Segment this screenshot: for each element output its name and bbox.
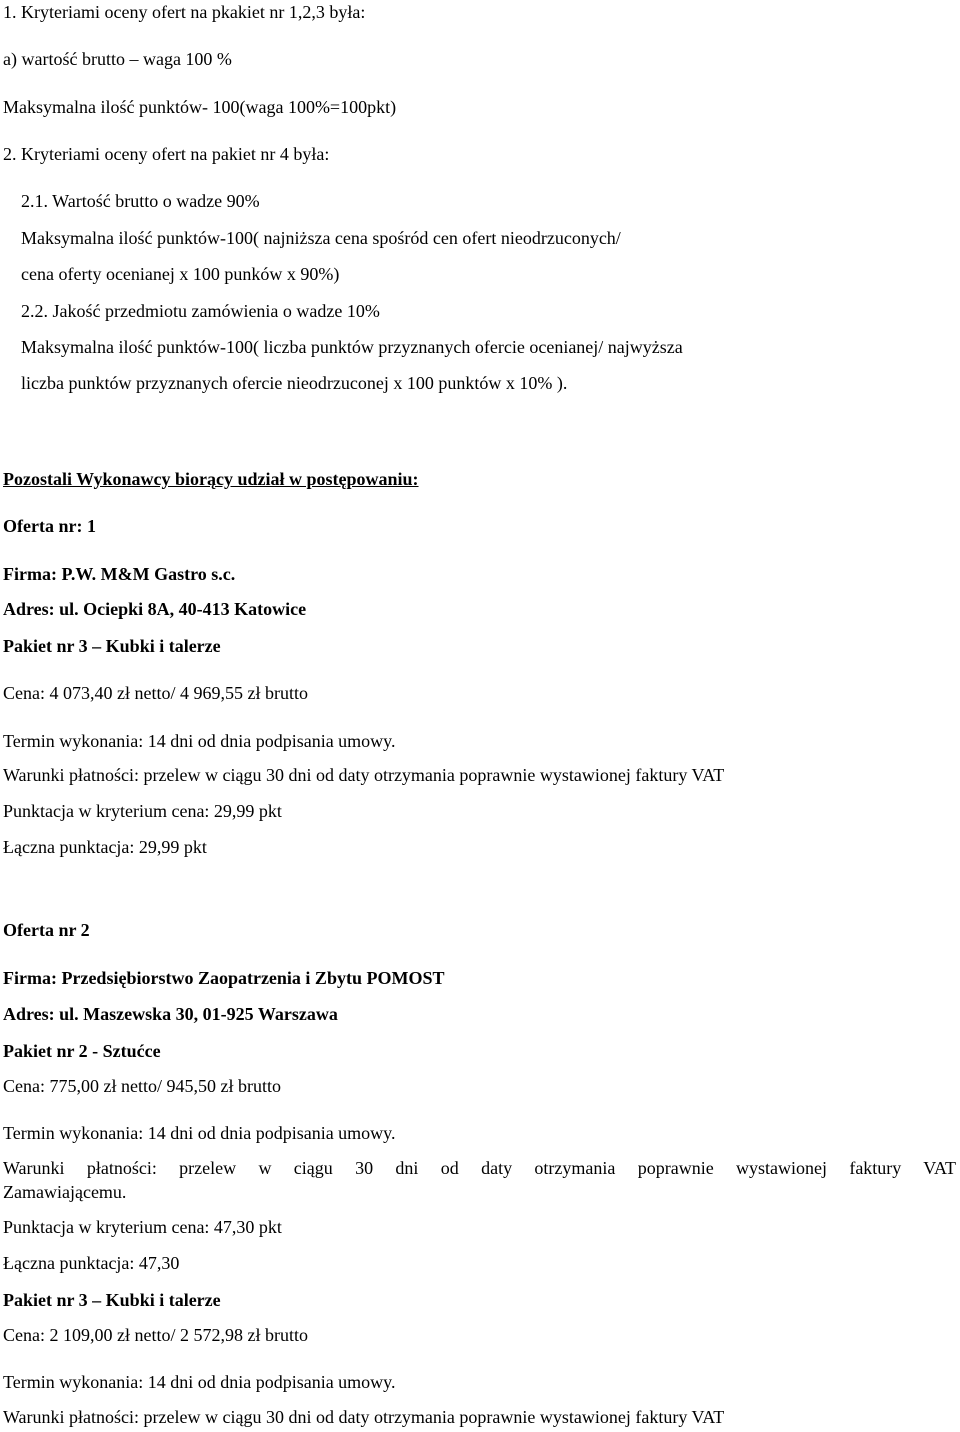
offer2-score-a: Punktacja w kryterium cena: 47,30 pkt [3,1217,282,1237]
offer1-package: Pakiet nr 3 – Kubki i talerze [3,636,221,656]
offer2-price-a: Cena: 775,00 zł netto/ 945,50 zł brutto [3,1076,281,1096]
offer2-payment-a-cont: Zamawiającemu. [3,1182,127,1202]
criteria-sub1-line2: cena oferty ocenianej x 100 punków x 90%) [21,264,340,284]
offer2-term-a: Termin wykonania: 14 dni od dnia podpisania umowy. [3,1123,396,1143]
offer1-score: Punktacja w kryterium cena: 29,99 pkt [3,801,282,821]
offer1-total: Łączna punktacja: 29,99 pkt [3,837,207,857]
offer2-package-a: Pakiet nr 2 - Sztućce [3,1041,161,1061]
offer2-payment-b: Warunki płatności: przelew w ciągu 30 dni od daty otrzymania poprawnie wystawionej faktury VAT [3,1407,725,1427]
offer2-price-b: Cena: 2 109,00 zł netto/ 2 572,98 zł brutto [3,1325,308,1345]
offer1-term: Termin wykonania: 14 dni od dnia podpisania umowy. [3,731,396,751]
offer2-term-b: Termin wykonania: 14 dni od dnia podpisania umowy. [3,1372,396,1392]
criteria-line-1: 1. Kryteriami oceny ofert na pkakiet nr 1,2,3 była: [3,2,366,22]
criteria-sub2-line2: liczba punktów przyznanych ofercie nieodrzuconej x 100 punktów x 10% ). [21,373,568,393]
offer1-price: Cena: 4 073,40 zł netto/ 4 969,55 zł brutto [3,683,308,703]
offer1-firm: Firma: P.W. M&M Gastro s.c. [3,564,236,584]
criteria-sub2-title: 2.2. Jakość przedmiotu zamówienia o wadze 10% [21,301,380,321]
criteria-line-2: a) wartość brutto – waga 100 % [3,49,232,69]
offer2-firm: Firma: Przedsiębiorstwo Zaopatrzenia i Zbytu POMOST [3,968,445,988]
offer2-address: Adres: ul. Maszewska 30, 01-925 Warszawa [3,1004,338,1024]
offer2-title: Oferta nr 2 [3,920,90,940]
offer2-total-a: Łączna punktacja: 47,30 [3,1253,180,1273]
criteria-sub1-title: 2.1. Wartość brutto o wadze 90% [21,191,260,211]
offer1-address: Adres: ul. Ociepki 8A, 40-413 Katowice [3,599,307,619]
criteria-sub1-line1: Maksymalna ilość punktów-100( najniższa cena spośród cen ofert nieodrzuconych/ [21,228,621,248]
offer2-payment-a: Warunki płatności: przelew w ciągu 30 dni od daty otrzymania poprawnie wystawionej faktury VAT [3,1158,956,1178]
offer1-title: Oferta nr: 1 [3,516,96,536]
criteria-line-4: 2. Kryteriami oceny ofert na pakiet nr 4 była: [3,144,330,164]
section-title: Pozostali Wykonawcy biorący udział w postępowaniu: [3,469,419,489]
offer1-payment: Warunki płatności: przelew w ciągu 30 dni od daty otrzymania poprawnie wystawionej faktury VAT [3,765,725,785]
offer2-package-b: Pakiet nr 3 – Kubki i talerze [3,1290,221,1310]
criteria-sub2-line1: Maksymalna ilość punktów-100( liczba punktów przyznanych ofercie ocenianej/ najwyższa [21,337,683,357]
criteria-line-3: Maksymalna ilość punktów- 100(waga 100%=100pkt) [3,97,397,117]
